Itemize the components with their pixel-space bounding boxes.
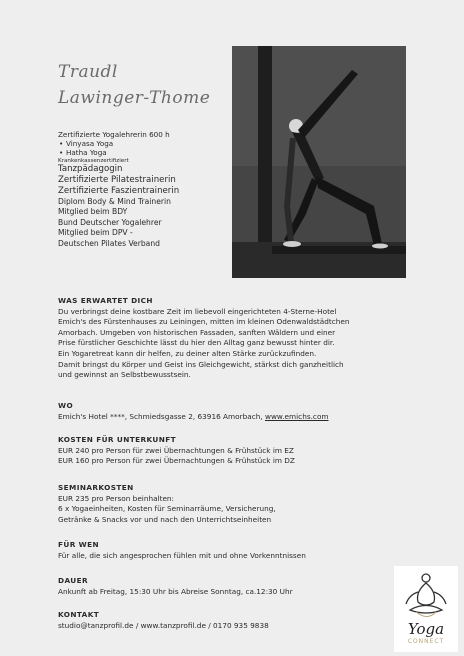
credential-line: Zertifizierte Yogalehrerin 600 h (58, 130, 170, 139)
price-line: 6 x Yogaeinheiten, Kosten für Seminarräume, Versicherung, (58, 504, 276, 514)
credential-line: Bund Deutscher Yogalehrer (58, 217, 162, 227)
section-contact (58, 610, 430, 631)
credential-line: Mitglied beim BDY (58, 207, 128, 217)
section-for-whom (58, 540, 430, 561)
price-line: EUR 240 pro Person für zwei Übernachtungen & Frühstück im EZ (58, 445, 294, 455)
price-line: EUR 235 pro Person beinhalten: (58, 493, 175, 503)
section-heading: KOSTEN FÜR UNTERKUNFT (58, 435, 176, 444)
hotel-website-link[interactable]: www.emichs.com (265, 411, 329, 421)
logo-word-connect: CONNECT (407, 638, 445, 645)
price-line: Getränke & Snacks vor und nach den Unterrichtseinheiten (58, 514, 272, 524)
paragraph-line: Prise fürstlicher Geschichte lässt du hier den Alltag ganz bewusst hinter dir. (58, 338, 335, 348)
section-accommodation (58, 435, 430, 467)
credential-line: Tanzpädagogin (58, 163, 123, 174)
paragraph-line: Du verbringst deine kostbare Zeit im liebevoll eingerichteten 4-Sterne-Hotel (58, 306, 337, 316)
section-heading: FÜR WEN (58, 540, 100, 549)
price-line: EUR 160 pro Person für zwei Übernachtungen & Frühstück im DZ (58, 456, 295, 466)
section-heading: WO (58, 401, 74, 410)
credential-line: Mitglied beim DPV - (58, 228, 133, 238)
section-heading: WAS ERWARTET DICH (58, 296, 153, 305)
paragraph-line: Damit bringst du Körper und Geist ins Gleichgewicht, stärkst dich ganzheitlich (58, 359, 344, 369)
credential-line: Diplom Body & Mind Trainerin (58, 196, 171, 206)
name-first: Traudl (58, 62, 118, 82)
yoga-pose-photo (232, 46, 406, 278)
paragraph-line: Amorbach. Umgeben von historischen Fassaden, sanften Wäldern und einer (58, 327, 336, 337)
address-line (58, 412, 430, 423)
section-duration (58, 576, 430, 597)
paragraph-line: und gewinnst an Selbstbewusstsein. (58, 370, 191, 380)
yoga-pose-illustration (232, 46, 406, 278)
credential-bullet: • Vinyasa Yoga (58, 139, 258, 148)
paragraph-line: Für alle, die sich angesprochen fühlen mit und ohne Vorkenntnissen (58, 550, 306, 560)
section-heading: DAUER (58, 576, 89, 585)
section-heading: SEMINARKOSTEN (58, 483, 134, 492)
credential-bullet: • Hatha Yoga (58, 148, 258, 157)
yoga-connect-logo (394, 566, 458, 652)
logo-word-yoga: Yoga (407, 620, 445, 638)
paragraph-line: Ein Yogaretreat kann dir helfen, zu deiner alten Stärke zurückzufinden. (58, 348, 317, 358)
credential-note: Krankenkassenzertifiziert (58, 157, 129, 164)
section-expect (58, 296, 430, 381)
section-seminar (58, 483, 430, 525)
contact-line: studio@tanzprofil.de / www.tanzprofil.de / 0170 935 9838 (58, 620, 269, 630)
meditation-figure-icon (394, 566, 458, 622)
section-heading: KONTAKT (58, 610, 100, 619)
credentials-list (58, 130, 258, 249)
section-where (58, 401, 430, 422)
address-text: Emich's Hotel ****, Schmiedsgasse 2, 63916 Amorbach, (58, 411, 265, 421)
credential-line: Zertifizierte Pilatestrainerin (58, 174, 176, 185)
name-last: Lawinger-Thome (58, 88, 211, 108)
credential-line: Zertifizierte Faszientrainerin (58, 185, 180, 196)
paragraph-line: Emich's des Fürstenhauses zu Leiningen, mitten im kleinen Odenwaldstädtchen (58, 317, 350, 327)
paragraph-line: Ankunft ab Freitag, 15:30 Uhr bis Abreise Sonntag, ca.12:30 Uhr (58, 586, 293, 596)
credential-line: Deutschen Pilates Verband (58, 238, 160, 248)
